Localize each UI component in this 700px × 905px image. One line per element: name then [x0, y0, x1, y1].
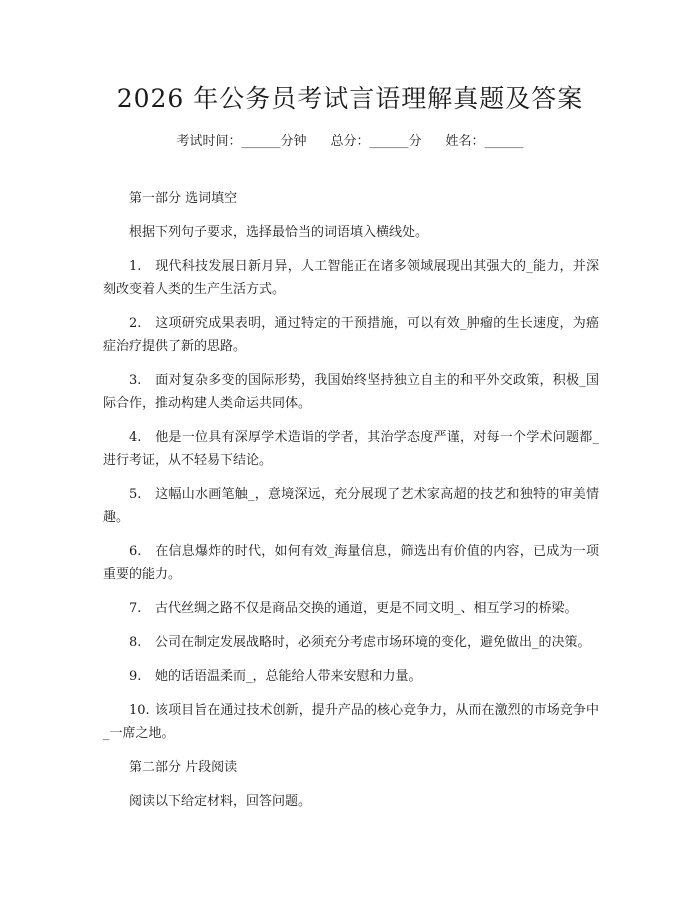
question-number: 5.	[129, 487, 142, 502]
instruction-part2: 阅读以下给定材料，回答问题。	[129, 794, 312, 809]
instruction-part1: 根据下列句子要求，选择最恰当的词语填入横线处。	[129, 225, 429, 240]
question-number: 9.	[129, 669, 142, 684]
question-item	[103, 312, 599, 358]
question-text: 古代丝绸之路不仅是商品交换的通道，更是不同文明_、相互学习的桥梁。	[155, 601, 578, 616]
page-title: 2026 年公务员考试言语理解真题及答案	[116, 84, 584, 113]
section-heading-part1: 第一部分 选词填空	[129, 191, 238, 206]
question-item	[103, 426, 599, 472]
total-score-field: 总分：______分	[330, 134, 422, 149]
question-item	[103, 483, 599, 529]
question-number: 8.	[129, 635, 142, 650]
question-item	[103, 631, 599, 654]
question-number: 10.	[129, 703, 150, 718]
question-text: 公司在制定发展战略时，必须充分考虑市场环境的变化，避免做出_的决策。	[155, 635, 591, 650]
question-text: 他是一位具有深厚学术造诣的学者，其治学态度严谨，对每一个学术问题都_进行考证，从不轻易下结论。	[103, 430, 599, 468]
question-number: 1.	[129, 259, 142, 274]
document-body	[103, 187, 599, 824]
question-text: 这项研究成果表明，通过特定的干预措施，可以有效_肿瘤的生长速度，为癌症治疗提供了新的思路。	[103, 316, 599, 354]
question-item	[103, 597, 599, 620]
question-item	[103, 540, 599, 586]
question-text: 现代科技发展日新月异，人工智能正在诸多领域展现出其强大的_能力，并深刻改变着人类的生产生活方式。	[103, 259, 599, 297]
exam-time-field: 考试时间：______分钟	[176, 134, 307, 149]
question-item	[103, 665, 599, 688]
question-text: 她的话语温柔而_，总能给人带来安慰和力量。	[155, 669, 422, 684]
question-text: 面对复杂多变的国际形势，我国始终坚持独立自主的和平外交政策，积极_国际合作，推动构建人类命运共同体。	[103, 373, 599, 411]
name-field: 姓名：______	[445, 134, 524, 149]
question-item	[103, 699, 599, 745]
question-text: 该项目旨在通过技术创新，提升产品的核心竞争力，从而在激烈的市场竞争中_一席之地。	[103, 703, 599, 741]
exam-meta-line	[0, 132, 700, 152]
question-number: 3.	[129, 373, 142, 388]
question-number: 4.	[129, 430, 142, 445]
question-number: 2.	[129, 316, 142, 331]
question-text: 这幅山水画笔触_，意境深远，充分展现了艺术家高超的技艺和独特的审美情趣。	[103, 487, 599, 525]
question-number: 7.	[129, 601, 142, 616]
question-list	[103, 255, 599, 745]
question-number: 6.	[129, 544, 142, 559]
question-item	[103, 255, 599, 301]
question-item	[103, 369, 599, 415]
section-heading-part2: 第二部分 片段阅读	[129, 760, 238, 775]
question-text: 在信息爆炸的时代，如何有效_海量信息，筛选出有价值的内容，已成为一项重要的能力。	[103, 544, 599, 582]
